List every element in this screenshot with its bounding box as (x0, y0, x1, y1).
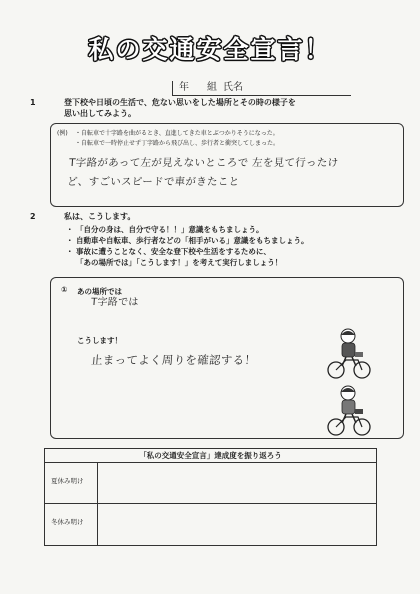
section1-number: 1 (30, 98, 36, 107)
table-row (45, 462, 376, 504)
guideline-item: ・ 「自分の身は、自分で守る！！」意識をもちましょう。 (66, 225, 264, 234)
example-label: (例) (57, 130, 68, 137)
review-entry-summer[interactable] (97, 462, 377, 503)
pledge-box[interactable] (50, 277, 404, 439)
example-2: ・自転車で一時停止せず丁字路から飛び出し、歩行者と衝突してしまった。 (75, 140, 280, 147)
place-label: あの場所では (77, 287, 122, 296)
guideline-item: ・ 事故に遭うことなく、安全な登下校や生活をするために、 (66, 247, 271, 256)
row-label: 夏休み明け (51, 477, 84, 485)
review-table (44, 448, 377, 546)
class-label: 組 (207, 82, 217, 93)
page-title: 私の交通安全宣言！ (88, 35, 332, 64)
section1-heading-line2: 思い出してみよう。 (64, 109, 136, 118)
name-line (172, 81, 351, 96)
pledge-number: ① (61, 285, 68, 294)
row-label: 冬休み明け (51, 518, 84, 526)
table-row (45, 504, 376, 545)
section2-number: 2 (30, 212, 36, 221)
review-header: 「私の交通安全宣言」達成度を振り返ろう (45, 449, 376, 463)
action-label: こうします！ (77, 336, 122, 345)
place-answer: T字路では (90, 297, 139, 308)
example-1: ・自転車で十字路を曲がるとき、直進してきた車とぶつかりそうになった。 (75, 130, 279, 137)
answer-line-2: ど、すごいスピードで車がきたこと (66, 176, 240, 188)
review-entry-winter[interactable] (97, 504, 377, 545)
year-label: 年 (179, 82, 189, 93)
action-answer: 止まってよく周りを確認する！ (90, 353, 257, 367)
cyclist-illustration (324, 383, 374, 437)
cyclist-illustration (324, 326, 374, 380)
section1-heading (64, 97, 394, 119)
section1-heading-line1: 登下校や日頃の生活で、危ない思いをした場所とその時の様子を (64, 98, 296, 107)
name-label: 氏名 (223, 82, 243, 93)
section1-answer-box[interactable] (50, 123, 404, 207)
section2-heading: 私は、こうします。 (64, 212, 136, 221)
guideline-list (66, 224, 406, 268)
answer-line-1: T字路があって左が見えないところで 左を見て行ったけ (68, 157, 339, 169)
guideline-item: ・ 自動車や自転車、歩行者などの「相手がいる」意識をもちましょう。 (66, 236, 309, 245)
guideline-item: 「あの場所では」「こうします！」を考えて実行しましょう！ (76, 258, 283, 267)
